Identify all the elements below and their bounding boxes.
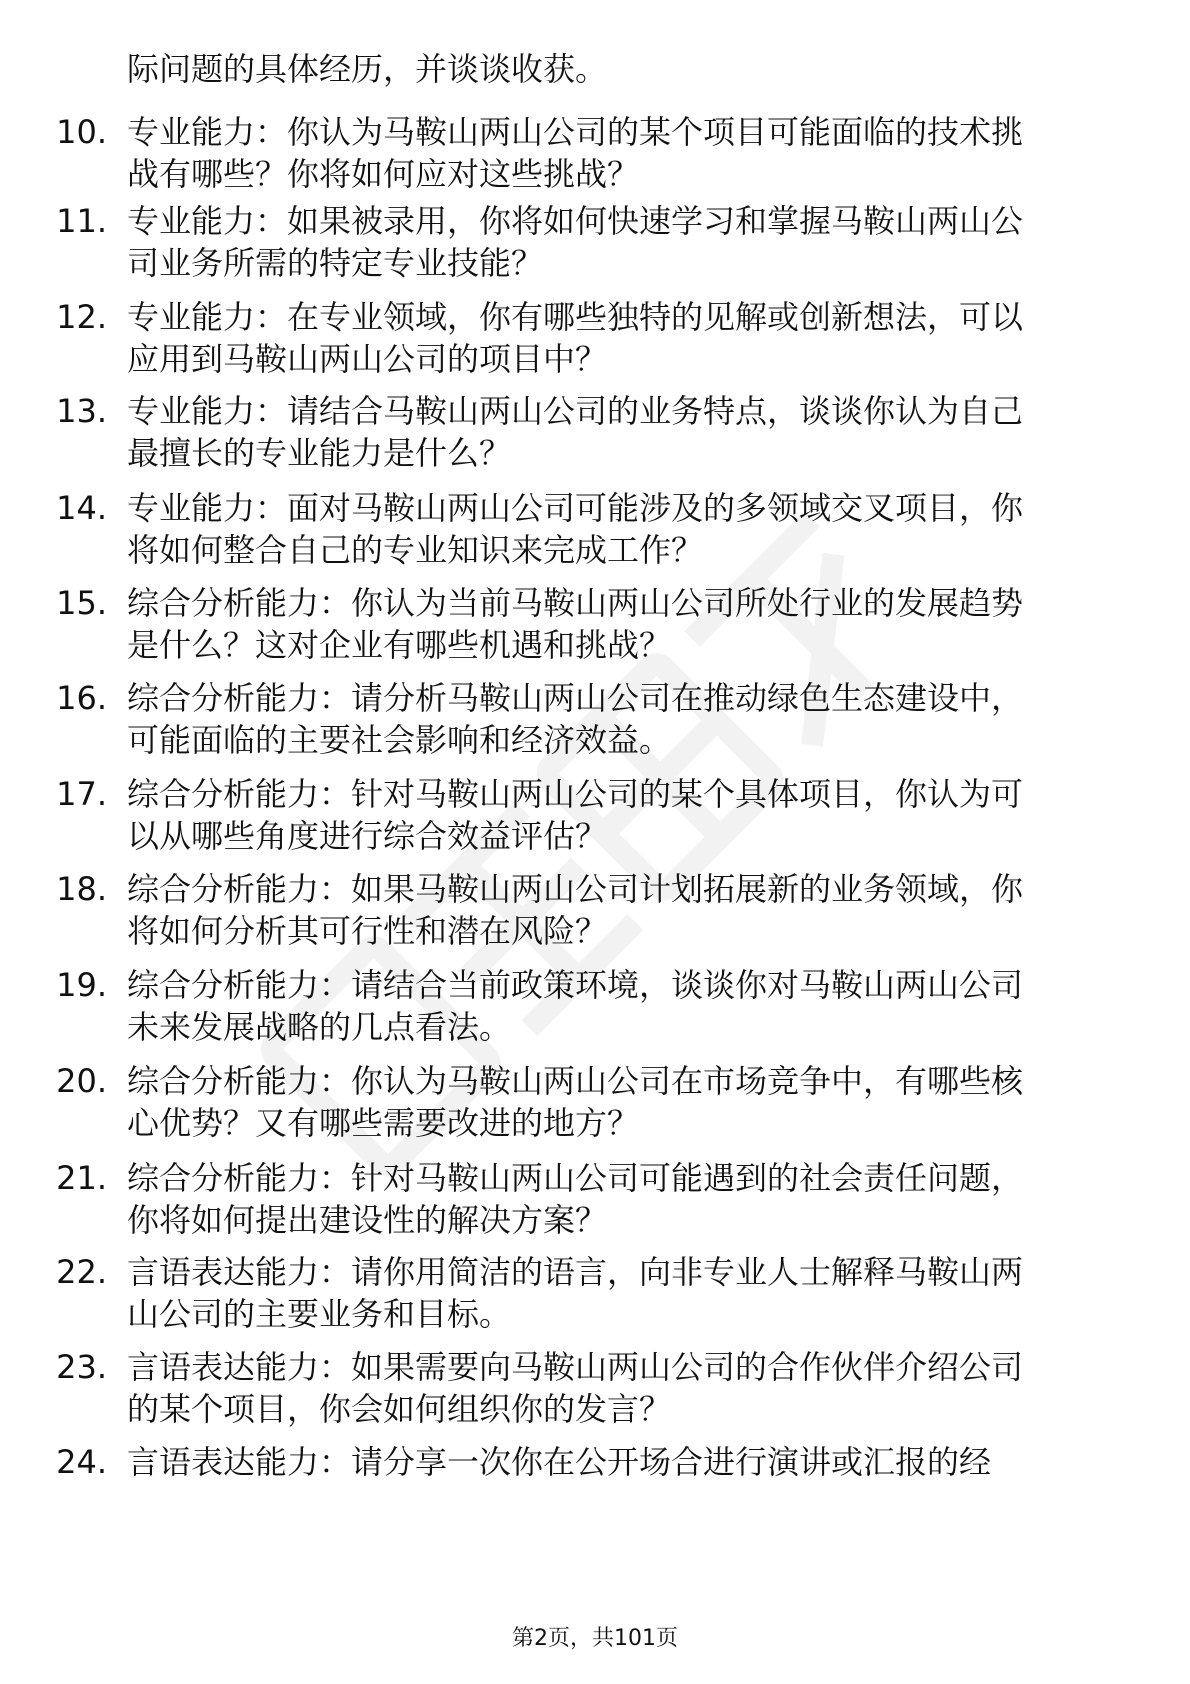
question-number: 23.: [56, 1348, 107, 1386]
question-text-line-2: 战有哪些？你将如何应对这些挑战？: [127, 155, 640, 193]
question-text-line-2: 以从哪些角度进行综合效益评估？: [127, 817, 608, 855]
question-item: [0, 1060, 1190, 1144]
question-item: [0, 677, 1190, 761]
question-number: 11.: [56, 202, 107, 240]
question-item: [0, 1441, 1190, 1525]
question-number: 22.: [56, 1253, 107, 1291]
question-number: 15.: [56, 584, 107, 622]
question-number: 10.: [56, 113, 107, 151]
question-text-line-1: 综合分析能力：如果马鞍山两山公司计划拓展新的业务领域，你: [127, 870, 1024, 908]
question-item: [0, 390, 1190, 474]
question-text-line-1: 综合分析能力：针对马鞍山两山公司可能遇到的社会责任问题，: [127, 1159, 1024, 1197]
question-number: 12.: [56, 298, 107, 336]
question-number: 24.: [56, 1443, 107, 1481]
question-text-line-1: 言语表达能力：请你用简洁的语言，向非专业人士解释马鞍山两: [127, 1253, 1024, 1291]
question-text-line-2: 的某个项目，你会如何组织你的发言？: [127, 1390, 672, 1428]
question-text-line-1: 综合分析能力：针对马鞍山两山公司的某个具体项目，你认为可: [127, 775, 1024, 813]
question-item: [0, 1346, 1190, 1430]
question-item: [0, 296, 1190, 380]
question-text-line-1: 专业能力：在专业领域，你有哪些独特的见解或创新想法，可以: [127, 298, 1024, 336]
question-text-line-2: 未来发展战略的几点看法。: [127, 1008, 512, 1046]
question-text-line-2: 山公司的主要业务和目标。: [127, 1295, 512, 1333]
question-text-line-1: 言语表达能力：请分享一次你在公开场合进行演讲或汇报的经: [127, 1443, 992, 1481]
question-item: [0, 111, 1190, 195]
question-item: [0, 868, 1190, 952]
question-number: 17.: [56, 775, 107, 813]
question-text-line-2: 将如何分析其可行性和潜在风险？: [127, 912, 608, 950]
question-number: 18.: [56, 870, 107, 908]
question-text-line-2: 最擅长的专业能力是什么？: [127, 434, 512, 472]
question-text-line-2: 是什么？这对企业有哪些机遇和挑战？: [127, 626, 672, 664]
question-item: [0, 487, 1190, 571]
question-item: [0, 1157, 1190, 1241]
question-item: [0, 582, 1190, 666]
question-text-line-1: 综合分析能力：你认为当前马鞍山两山公司所处行业的发展趋势: [127, 584, 1024, 622]
question-number: 21.: [56, 1159, 107, 1197]
question-text-line-2: 司业务所需的特定专业技能？: [127, 244, 544, 282]
question-number: 14.: [56, 489, 107, 527]
continuation-text: 际问题的具体经历，并谈谈收获。: [127, 50, 608, 88]
question-text-line-2: 应用到马鞍山两山公司的项目中？: [127, 340, 608, 378]
question-text-line-2: 你将如何提出建设性的解决方案？: [127, 1201, 608, 1239]
question-text-line-1: 综合分析能力：你认为马鞍山两山公司在市场竞争中，有哪些核: [127, 1062, 1024, 1100]
question-text-line-2: 可能面临的主要社会影响和经济效益。: [127, 721, 672, 759]
question-text-line-1: 综合分析能力：请分析马鞍山两山公司在推动绿色生态建设中，: [127, 679, 1024, 717]
question-item: [0, 200, 1190, 284]
question-text-line-1: 专业能力：如果被录用，你将如何快速学习和掌握马鞍山两山公: [127, 202, 1024, 240]
question-text-line-2: 将如何整合自己的专业知识来完成工作？: [127, 531, 704, 569]
question-text-line-1: 言语表达能力：如果需要向马鞍山两山公司的合作伙伴介绍公司: [127, 1348, 1024, 1386]
question-item: [0, 773, 1190, 857]
question-item: [0, 964, 1190, 1048]
question-number: 13.: [56, 392, 107, 430]
page-footer: 第2页，共101页: [512, 1626, 678, 1651]
question-text-line-2: 心优势？又有哪些需要改进的地方？: [127, 1104, 640, 1142]
question-text-line-1: 专业能力：请结合马鞍山两山公司的业务特点，谈谈你认为自己: [127, 392, 1024, 430]
question-text-line-1: 专业能力：你认为马鞍山两山公司的某个项目可能面临的技术挑: [127, 113, 1024, 151]
question-text-line-1: 综合分析能力：请结合当前政策环境，谈谈你对马鞍山两山公司: [127, 966, 1024, 1004]
question-text-line-1: 专业能力：面对马鞍山两山公司可能涉及的多领域交叉项目，你: [127, 489, 1024, 527]
question-number: 19.: [56, 966, 107, 1004]
question-number: 20.: [56, 1062, 107, 1100]
question-number: 16.: [56, 679, 107, 717]
question-item: [0, 1251, 1190, 1335]
